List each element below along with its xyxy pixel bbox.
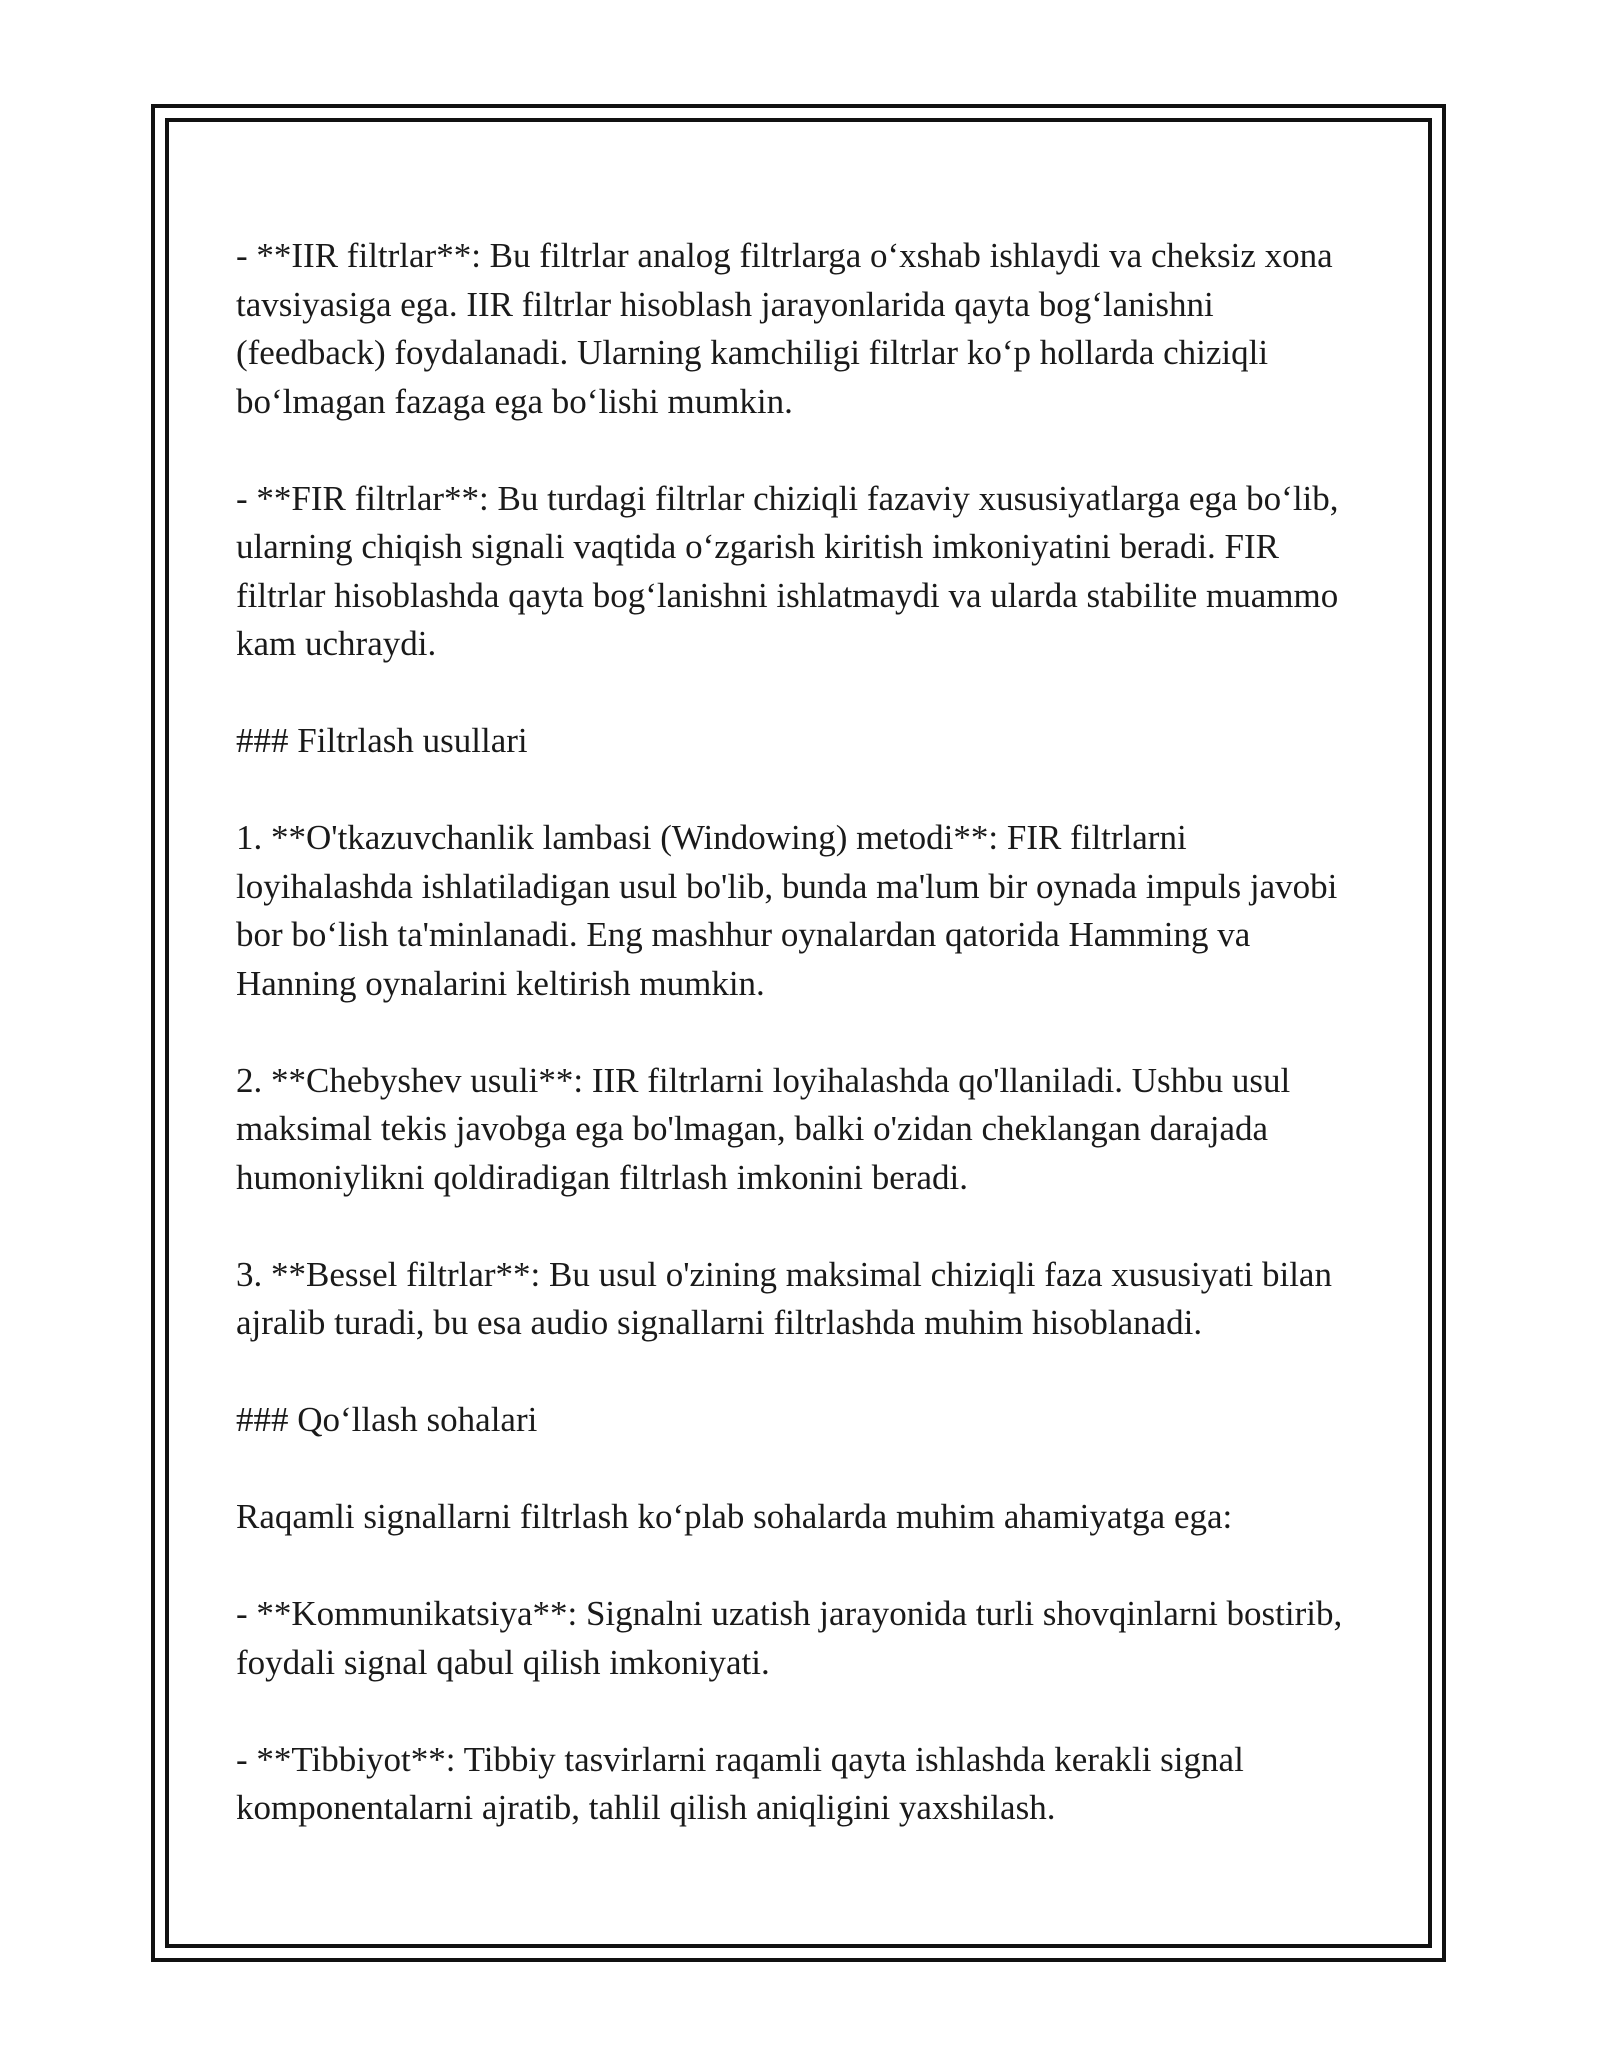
paragraph-application-intro: Raqamli signallarni filtrlash ko‘plab sohalarda muhim ahamiyatga ega: xyxy=(236,1497,1233,1536)
heading-filtering-methods: ### Filtrlash usullari xyxy=(236,721,528,760)
paragraph-windowing-method: 1. **O'tkazuvchanlik lambasi (Windowing) metodi**: FIR filtrlarni loyihalashda ishlatiladigan usul bo'lib, bunda ma'lum bir oynada impuls javobi bor bo‘lish ta'minlanadi. Eng mashhur oynalardan qatorida Hamming va Hanning oynalarini keltirish mumkin. xyxy=(236,818,1338,1003)
paragraph-fir-filters: - **FIR filtrlar**: Bu turdagi filtrlar chiziqli fazaviy xususiyatlarga ega bo‘lib, ularning chiqish signali vaqtida o‘zgarish kiritish imkoniyatini beradi. FIR filtrlar hisoblashda qayta bog‘lanishni ishlatmaydi va ularda stabilite muammo kam uchraydi. xyxy=(236,478,1339,663)
heading-application-areas: ### Qo‘llash sohalari xyxy=(236,1400,538,1439)
paragraph-iir-filters: - **IIR filtrlar**: Bu filtrlar analog filtrlarga o‘xshab ishlaydi va cheksiz xona tavsiyasiga ega. IIR filtrlar hisoblash jarayonlarida qayta bog‘lanishni (feedback) foydalanadi. Ularning kamchiligi filtrlar ko‘p hollarda chiziqli bo‘lmagan fazaga ega bo‘lishi mumkin. xyxy=(236,236,1333,421)
paragraph-bessel-filters: 3. **Bessel filtrlar**: Bu usul o'zining maksimal chiziqli faza xususiyati bilan ajralib turadi, bu esa audio signallarni filtrlashda muhim hisoblanadi. xyxy=(236,1254,1332,1342)
paragraph-chebyshev-method: 2. **Chebyshev usuli**: IIR filtrlarni loyihalashda qo'llaniladi. Ushbu usul maksimal tekis javobga ega bo'lmagan, balki o'zidan cheklangan darajada humoniylikni qoldiradigan filtrlash imkonini beradi. xyxy=(236,1060,1291,1197)
paragraph-communication: - **Kommunikatsiya**: Signalni uzatish jarayonida turli shovqinlarni bostirib, foydali signal qabul qilish imkoniyati. xyxy=(236,1594,1343,1682)
document-body xyxy=(236,232,1364,1833)
paragraph-medicine: - **Tibbiyot**: Tibbiy tasvirlarni raqamli qayta ishlashda kerakli signal komponentalarni ajratib, tahlil qilish aniqligini yaxshilash. xyxy=(236,1739,1244,1827)
